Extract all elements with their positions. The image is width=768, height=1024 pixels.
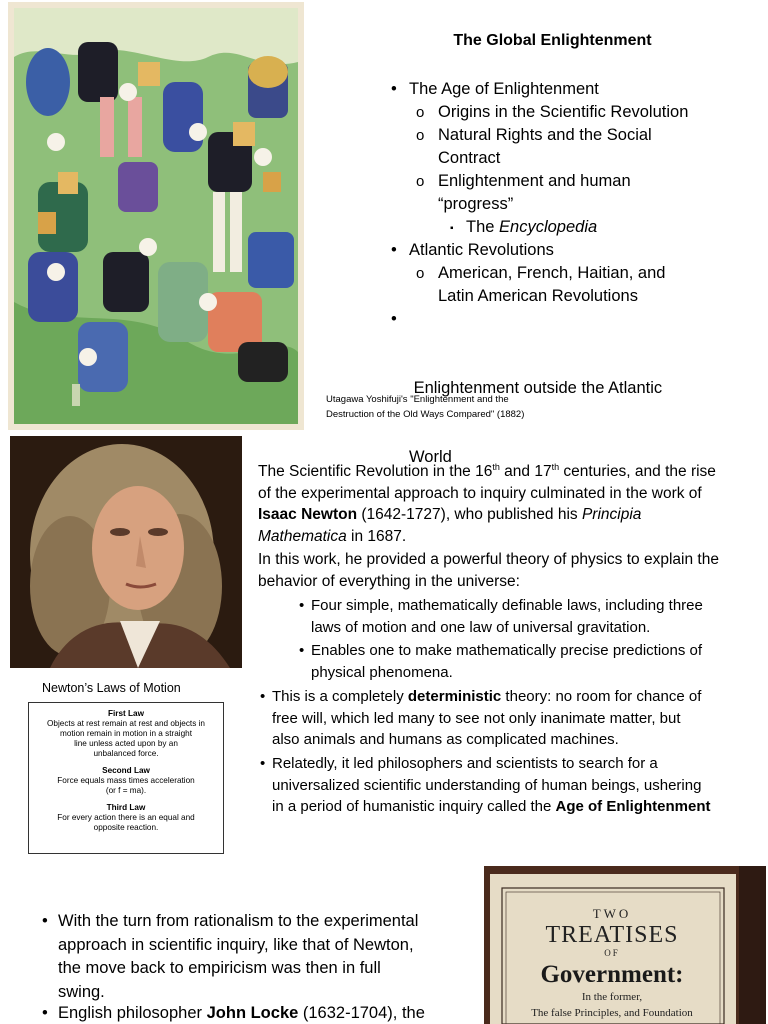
locke-bullet: • English philosopher John Locke (1632-1704), the <box>58 1002 425 1024</box>
predictions-bullet: • Enables one to make mathematically precise predictions of physical phenomena. <box>299 642 703 681</box>
page-title: The Global Enlightenment <box>453 32 652 49</box>
circle-bullet-icon: o <box>416 173 425 190</box>
book-two-text: TWO <box>592 906 632 921</box>
relatedly-bullet: • Relatedly, it led philosophers and scientists to search for a universalized scientific understanding of human beings, ushering in a period of humanistic inquiry called the Age of Enlightenment <box>260 755 711 815</box>
deterministic-bullet: • This is a completely deterministic theory: no room for chance of free will, which led many to see not only inanimate matter, but also animals and humans as complicated machines. <box>260 688 702 748</box>
bullet-icon: • <box>391 310 397 328</box>
circle-bullet-icon: o <box>416 265 425 282</box>
newton-work-paragraph: In this work, he provided a powerful theory of physics to explain the behavior of everything in the universe: <box>258 551 719 590</box>
outline-item-origins: o Origins in the Scientific Revolution <box>438 101 688 124</box>
outline-item-atlantic: • Atlantic Revolutions <box>409 239 554 262</box>
book-treatises-text: TREATISES <box>545 922 679 948</box>
outline-item-age: • The Age of Enlightenment <box>409 78 599 101</box>
bullet-icon: • <box>299 642 305 659</box>
woodblock-print-image <box>8 2 304 430</box>
bullet-icon: • <box>42 912 48 930</box>
law-title: Second Law <box>102 766 150 775</box>
two-treatises-title-page-image <box>484 866 766 1024</box>
bullet-icon: • <box>391 80 397 98</box>
scientific-revolution-paragraph: The Scientific Revolution in the 16th and 17th centuries, and the rise of the experimental approach to inquiry culminated in the work of Isaac Newton (1642-1727), who published his Principia Mathematica in 1687. <box>258 462 716 545</box>
laws-bullet: • Four simple, mathematically definable laws, including three laws of motion and one law of universal gravitation. <box>299 597 703 636</box>
book-government-text: Government: <box>540 961 684 988</box>
empiricism-bullet: • With the turn from rationalism to the experimental approach in scientific inquiry, like that of Newton, the move back to empiricism was then in full swing. <box>42 912 419 1001</box>
book-false-principles-text: The false Principles, and Foundation <box>531 1007 693 1019</box>
book-of-text: OF <box>604 948 620 958</box>
laws-heading: Newton’s Laws of Motion <box>42 681 181 695</box>
book-page-illustration <box>484 866 766 1024</box>
outline-item-encyclopedia: ▪ The Encyclopedia <box>466 216 597 239</box>
square-bullet-icon: ▪ <box>450 223 454 234</box>
circle-bullet-icon: o <box>416 104 425 121</box>
law-title: First Law <box>108 709 144 718</box>
laws-of-motion-box: First Law Objects at rest remain at rest and objects in motion remain in motion in a straight line unless acted upon by an unbalanced force. Second Law Force equals mass times acceleration (or f = ma). Third Law For every action there is an equal and opposite reaction. <box>28 702 224 854</box>
print-caption: Utagawa Yoshifuji's "Enlightenment and the Destruction of the Old Ways Compared" (1882) <box>326 394 525 420</box>
circle-bullet-icon: o <box>416 127 425 144</box>
outline-item-progress: o Enlightenment and human “progress” <box>416 172 631 213</box>
bullet-icon: • <box>299 597 305 614</box>
law-title: Third Law <box>106 803 146 812</box>
newton-portrait-image <box>10 436 242 668</box>
outline-item-outside: • Enlightenment outside the Atlantic World <box>391 310 663 466</box>
bullet-icon: • <box>42 1004 48 1022</box>
outline-item-revolutions: o American, French, Haitian, and Latin American Revolutions <box>416 264 666 305</box>
book-in-former-text: In the former, <box>581 991 643 1003</box>
newton-portrait-illustration <box>10 436 242 668</box>
outline-item-natural-rights: o Natural Rights and the Social Contract <box>416 126 652 167</box>
bullet-icon: • <box>391 241 397 259</box>
bullet-icon: • <box>260 688 266 705</box>
bullet-icon: • <box>260 755 266 772</box>
woodblock-print-illustration <box>8 2 304 430</box>
